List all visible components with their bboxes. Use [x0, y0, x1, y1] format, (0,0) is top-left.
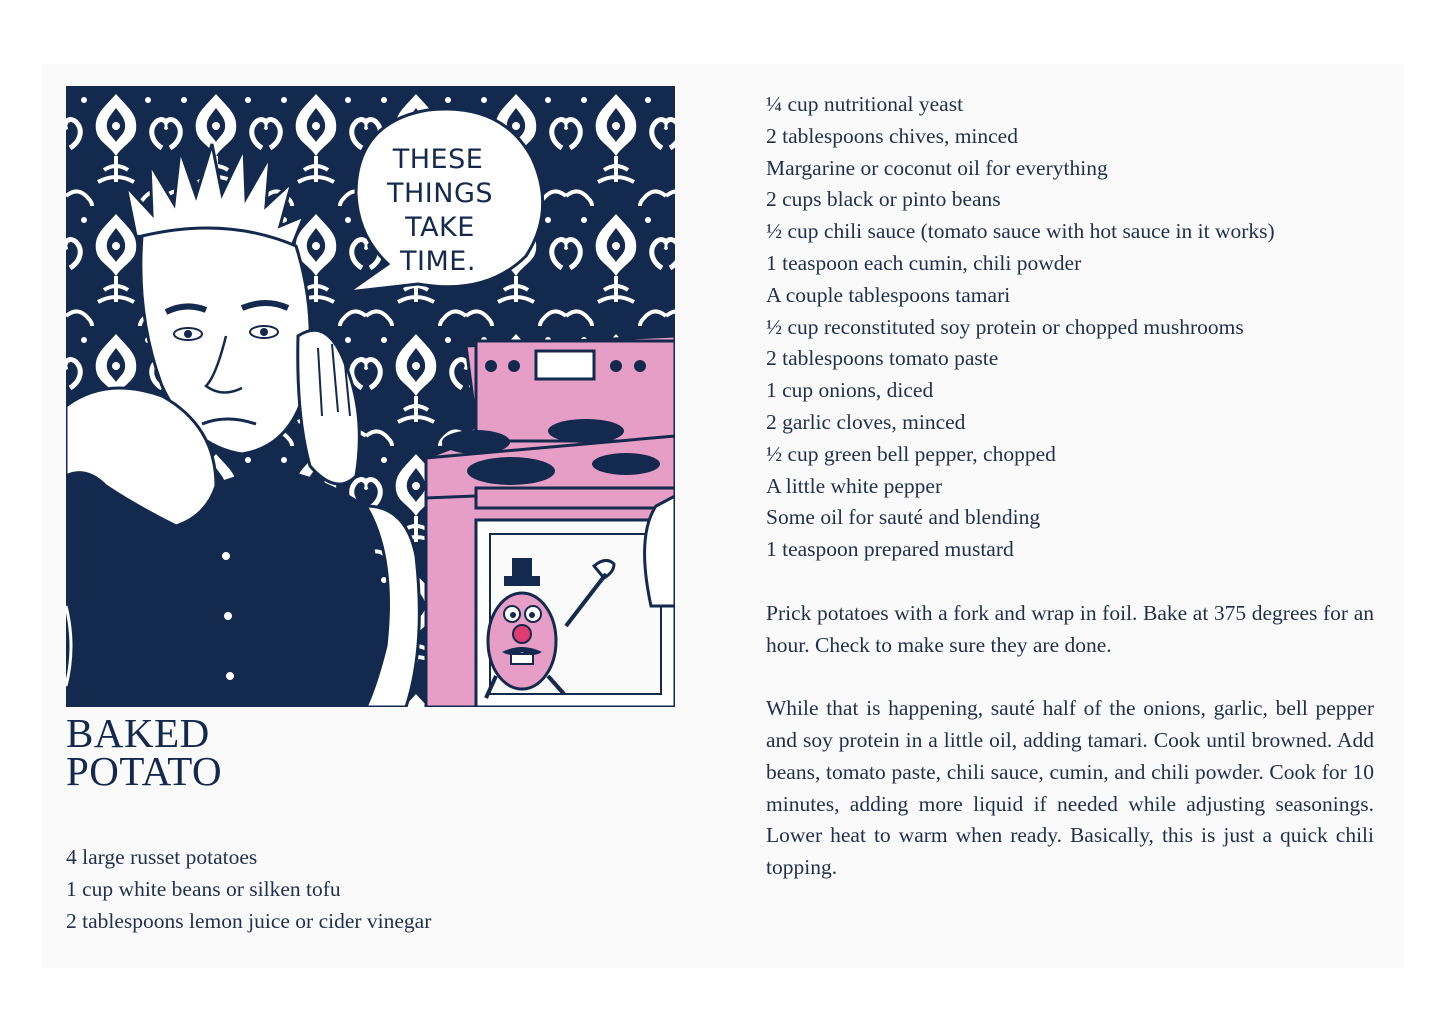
ingredient-item: 1 teaspoon each cumin, chili powder: [766, 250, 1082, 275]
recipe-right-column: [766, 89, 1374, 884]
ingredient-item: 2 tablespoons chives, minced: [766, 123, 1018, 148]
instruction-paragraph-1: Prick potatoes with a fork and wrap in foil. Bake at 375 degrees for an hour. Check to make sure they are done.: [766, 600, 1374, 657]
ingredient-item: Some oil for sauté and blending: [766, 505, 1041, 530]
ingredient-item: 2 tablespoons tomato paste: [766, 346, 999, 371]
speech-bubble-line-4: TIME.: [400, 246, 476, 277]
ingredient-item: ¼ cup nutritional yeast: [766, 92, 964, 116]
ingredient-item: 2 tablespoons lemon juice or cider vinegar: [66, 908, 432, 933]
ingredient-item: 1 cup onions, diced: [766, 378, 934, 403]
ingredient-item: 2 garlic cloves, minced: [766, 409, 966, 434]
ingredient-item: 4 large russet potatoes: [66, 845, 258, 869]
instruction-paragraph-2: While that is happening, sauté half of the onions, garlic, bell pepper and soy protein in a little oil, adding tamari. Cook until browned. Add beans, tomato paste, chili sauce, cumin, and chili powder. Cook for 10 minutes, adding more liquid if needed while adjusting seasonings. Lower heat to warm when ready. Basically, this is just a quick chili topping.: [766, 696, 1374, 880]
ingredient-item: ½ cup chili sauce (tomato sauce with hot sauce in it works): [766, 219, 1275, 244]
recipe-title-line-1: BAKED: [66, 710, 210, 756]
ingredient-item: A little white pepper: [766, 473, 943, 498]
speech-bubble-line-3: TAKE: [405, 212, 475, 243]
speech-bubble-line-2: THINGS: [386, 178, 494, 209]
ingredient-item: 1 cup white beans or silken tofu: [66, 876, 341, 901]
ingredient-item: ½ cup green bell pepper, chopped: [766, 441, 1056, 466]
ingredient-item: 2 cups black or pinto beans: [766, 187, 1001, 212]
recipe-title-line-2: POTATO: [66, 748, 223, 794]
ingredient-item: Margarine or coconut oil for everything: [766, 155, 1108, 180]
ingredient-item: 1 teaspoon prepared mustard: [766, 537, 1014, 562]
ingredients-list-right: [766, 89, 1374, 566]
speech-bubble-line-1: THESE: [392, 144, 484, 175]
ingredient-item: ½ cup reconstituted soy protein or chopped mushrooms: [766, 314, 1244, 339]
ingredient-item: A couple tablespoons tamari: [766, 282, 1011, 307]
ingredients-list-left: [66, 842, 431, 937]
comic-illustration-svg: [66, 86, 675, 707]
recipe-title: [66, 710, 223, 794]
comic-illustration: [66, 86, 675, 707]
